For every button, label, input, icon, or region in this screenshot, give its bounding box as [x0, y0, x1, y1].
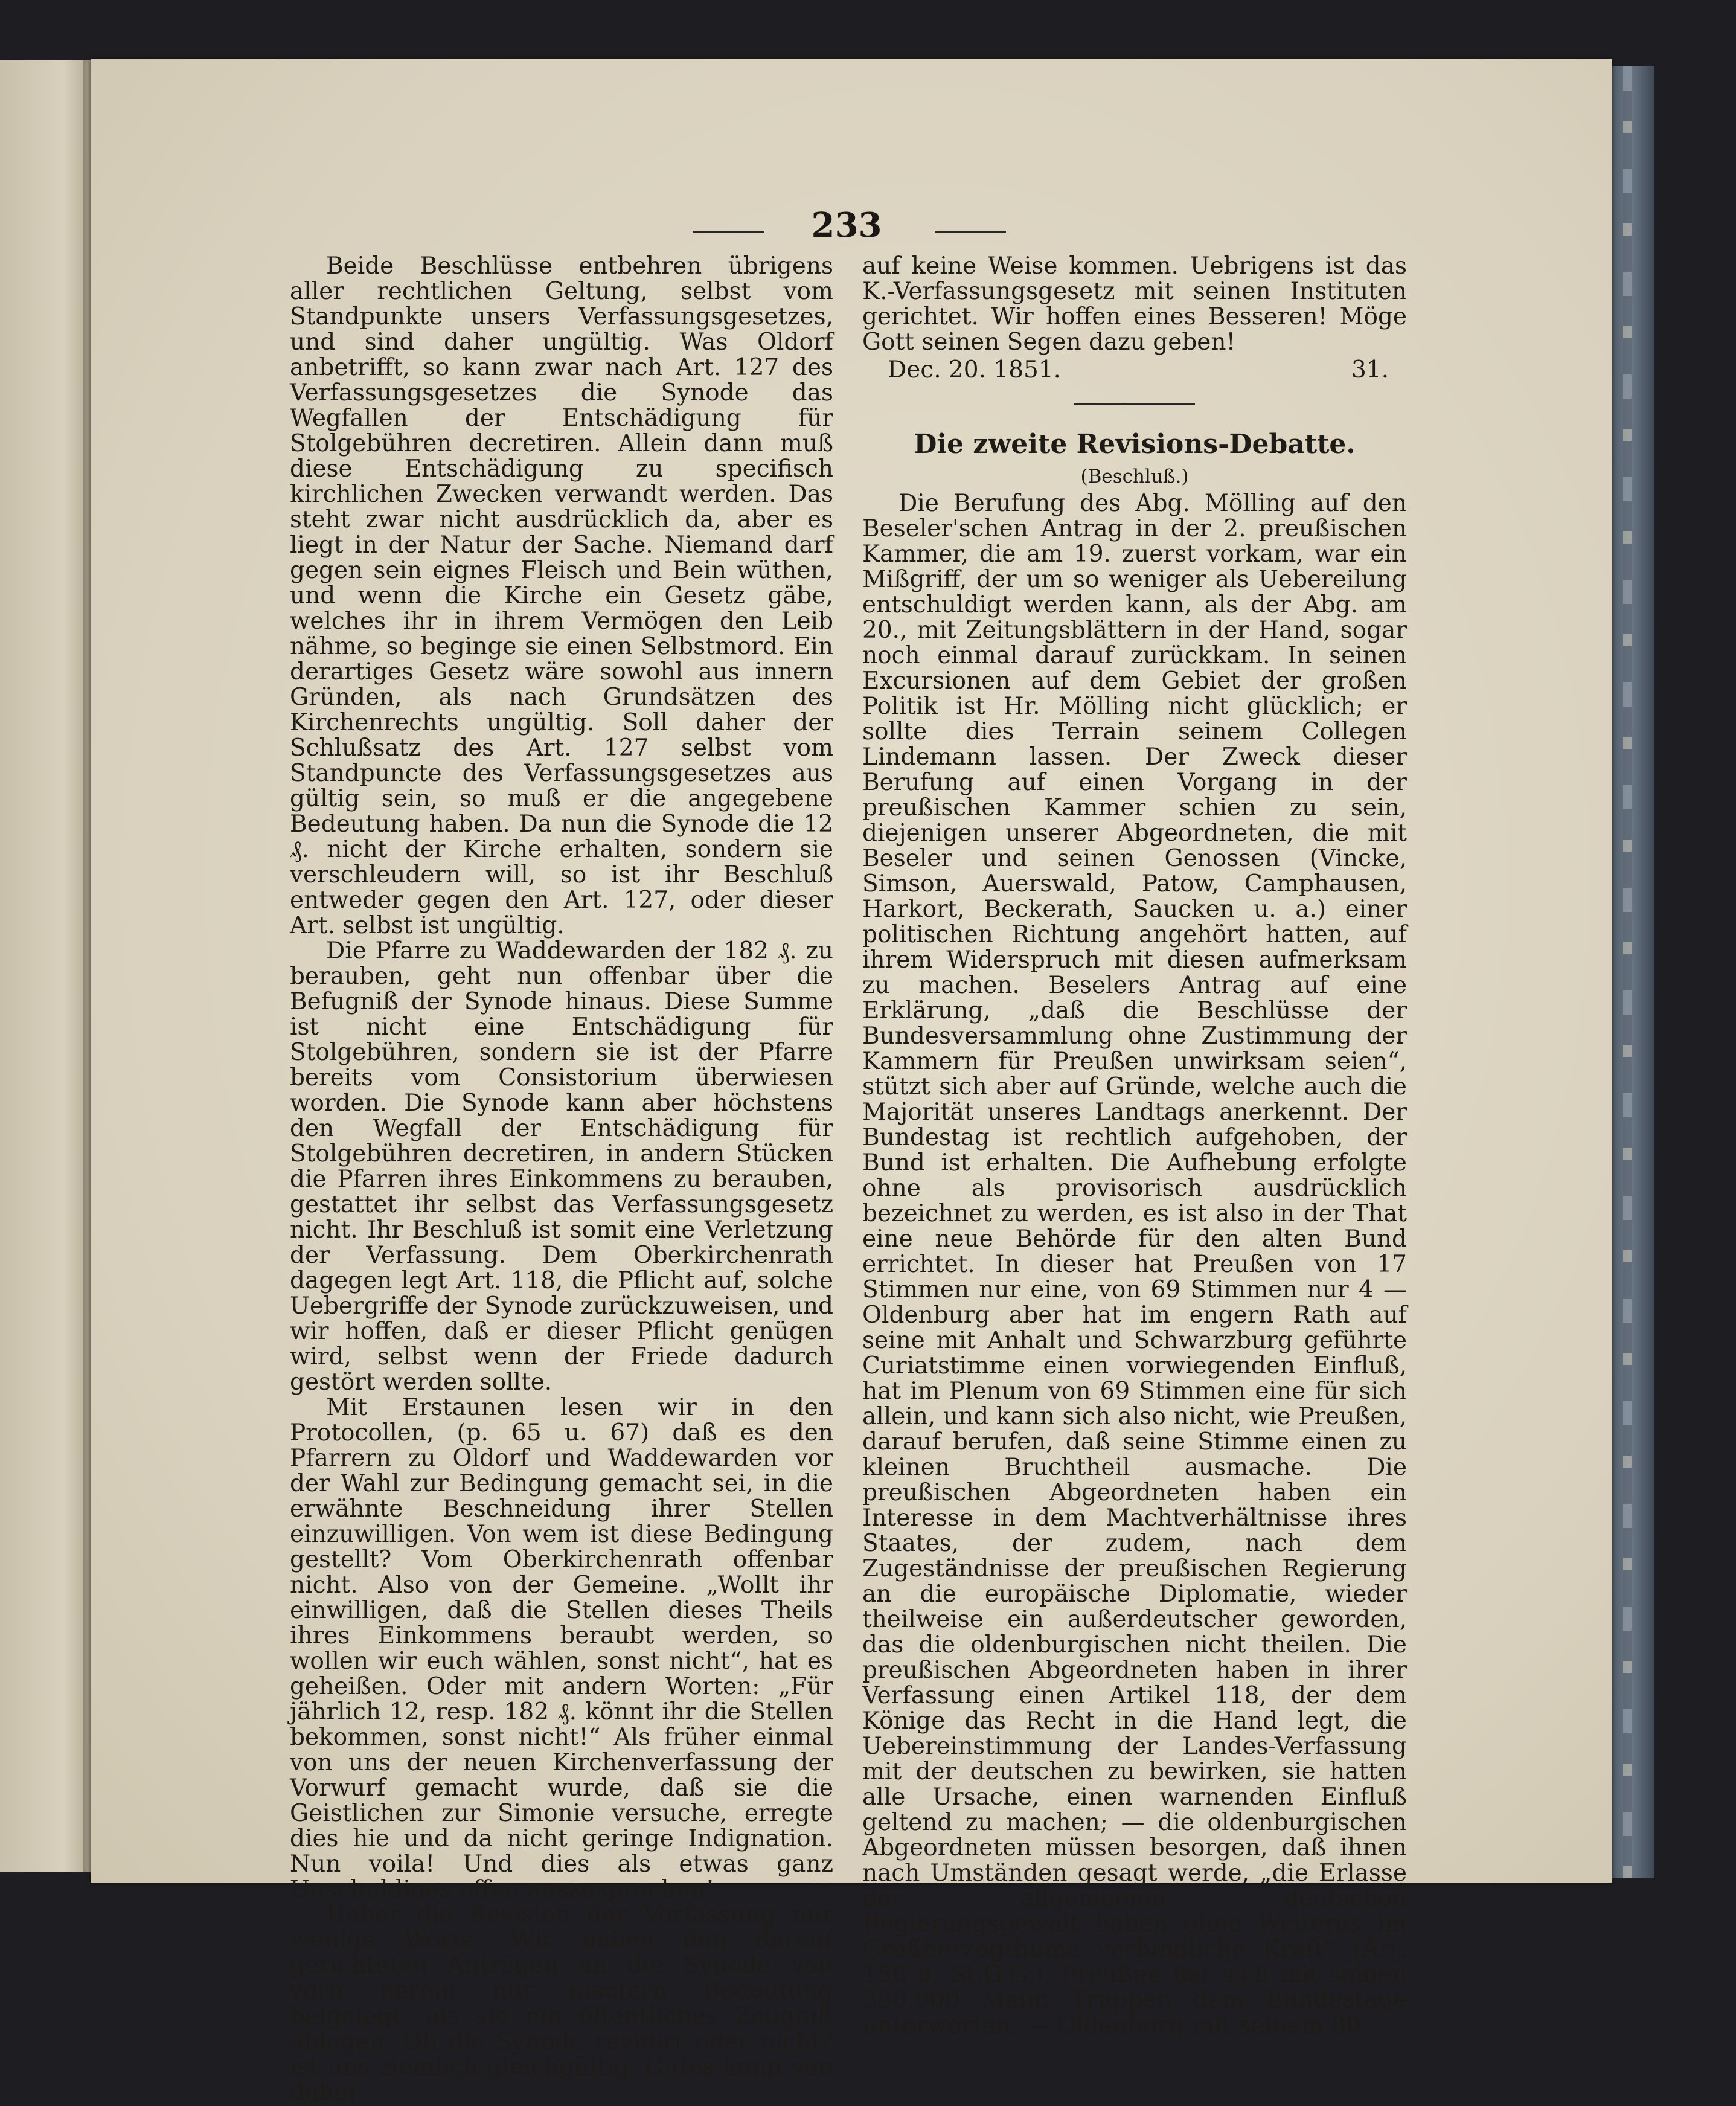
left-paragraph-4: Ueber die Revision der Verfassung nur wenige Worte. Wir haben den darauf gerichteten Anträgen an die Synode von vorn herein nur insofern Bedeutung beigelegt. als sie ein öffentliches Zeugniß ablegen. Ob die Synode revidirt oder nicht? ist uns ziemlich gleichgültig. Gutes kann von daher	[290, 1901, 833, 2106]
right-paragraph-1: Die Berufung des Abg. Mölling auf den Beseler'schen Antrag in der 2. preußischen Kammer, die am 19. zuerst vorkam, war ein Mißgriff, der um so weniger als Uebereilung entschuldigt werden kann, als der Abg. am 20., mit Zeitungsblättern in der Hand, sogar noch einmal darauf zurückkam. In seinen Excursionen auf dem Gebiet der großen Politik ist Hr. Mölling nicht glücklich; er sollte dies Terrain seinem Collegen Lindemann lassen. Der Zweck dieser Berufung auf einen Vorgang in der preußischen Kammer schien zu sein, diejenigen unserer Abgeordneten, die mit Beseler und seinen Genossen (Vincke, Simson, Auerswald, Patow, Camphausen, Harkort, Beckerath, Saucken u. a.) einer politischen Richtung angehört hatten, auf ihrem Widerspruch mit diesen aufmerksam zu machen. Beselers Antrag auf eine Erklärung, „daß die Beschlüsse der Bundesversammlung ohne Zustimmung der Kammern für Preußen unwirksam seien“, stützt sich aber auf Gründe, welche auch die Majorität unseres Landtags anerkennt. Der Bundestag ist rechtlich aufgehoben, der Bund ist erhalten. Die Aufhebung erfolgte ohne als provisorisch ausdrücklich bezeichnet zu werden, es ist also in der That eine neue Behörde für den alten Bund errichtet. In dieser hat Preußen von 17 Stimmen nur eine, von 69 Stimmen nur 4 — Oldenburg aber hat im engern Rath auf seine mit Anhalt und Schwarzburg geführte Curiatstimme einen vorwiegenden Einfluß, hat im Plenum von 69 Stimmen eine für sich allein, und kann sich also nicht, wie Preußen, darauf berufen, daß seine Stimme einen zu kleinen Bruchtheil ausmache. Die preußischen Abgeordneten haben ein Interesse in dem Machtverhältnisse ihres Staates, der zudem, nach dem Zugeständnisse der preußischen Regierung an die europäische Diplomatie, wieder theilweise ein außerdeutscher geworden, das die oldenburgischen nicht theilen. Die preußischen Abgeordneten haben in ihrer Verfassung einen Artikel 118, der dem Könige das Recht in die Hand legt, die Uebereinstimmung der Landes-Verfassung mit der deutschen zu bewirken, sie hatten alle Ursache, einen warnenden Einfluß geltend zu machen; — die oldenburgischen Abgeordneten müssen besorgen, daß ihnen nach Umständen gesagt werde, „die Erlasse der allgemeinen deutschen Regierungsgewalt haben ohne Weiteres im Großherzogthume verbindliche Kraft“ (Art. 156 d. St.G.G.). Preußen hat sich mit seinen 330,000 Mann Truppen dem Bundestage unterworfen, — Oldenburg mit seinem 80.	[862, 490, 1407, 2039]
page-number-rule-right	[935, 231, 1006, 233]
left-paragraph-3: Mit Erstaunen lesen wir in den Protocollen, (p. 65 u. 67) daß es den Pfarrern zu Oldorf und Waddewarden vor der Wahl zur Bedingung gemacht sei, in die erwähnte Beschneidung ihrer Stellen einzuwilligen. Von wem ist diese Bedingung gestellt? Vom Oberkirchenrath offenbar nicht. Also von der Gemeine. „Wollt ihr einwilligen, daß die Stellen dieses Theils ihres Einkommens beraubt werden, so wollen wir euch wählen, sonst nicht“, hat es geheißen. Oder mit andern Worten: „Für jährlich 12, resp. 182 ₰. könnt ihr die Stellen bekommen, sonst nicht!“ Als früher einmal von uns der neuen Kirchenverfassung der Vorwurf gemacht wurde, daß sie die Geistlichen zur Simonie versuche, erregte dies hie und da nicht geringe Indignation. Nun voila! Und dies als etwas ganz Unschuldiges offen auszusprechen!	[290, 1394, 833, 1903]
article-date: Dec. 20. 1851.	[888, 356, 1062, 384]
left-paragraph-2: Die Pfarre zu Waddewarden der 182 ₰. zu berauben, geht nun offenbar über die Befugniß der Synode hinaus. Diese Summe ist nicht eine Entschädigung für Stolgebühren, sondern sie ist der Pfarre bereits vom Consistorium überwiesen worden. Die Synode kann aber höchstens den Wegfall der Entschädigung für Stolgebühren decretiren, in andern Stücken die Pfarren ihres Einkommens zu berauben, gestattet ihr selbst das Verfassungsgesetz nicht. Ihr Beschluß ist somit eine Verletzung der Verfassung. Dem Oberkirchenrath dagegen legt Art. 118, die Pflicht auf, solche Uebergriffe der Synode zurückzuweisen, und wir hoffen, daß er dieser Pflicht genügen wird, selbst wenn der Friede dadurch gestört werden sollte.	[290, 937, 833, 1396]
page-number: 233	[811, 205, 882, 245]
right-continuation-paragraph: auf keine Weise kommen. Uebrigens ist das K.-Verfassungsgesetz mit seinen Instituten gerichtet. Wir hoffen eines Besseren! Möge Gott seinen Segen dazu geben!	[862, 252, 1407, 356]
section-divider	[1074, 403, 1195, 405]
right-column	[862, 254, 1407, 2038]
left-column	[290, 254, 833, 2105]
article-subheading: (Beschluß.)	[1080, 466, 1189, 487]
book-binding-edge	[1612, 66, 1654, 1878]
left-paragraph-1: Beide Beschlüsse entbehren übrigens aller rechtlichen Geltung, selbst vom Standpunkte unsers Verfassungsgesetzes, und sind daher ungültig. Was Oldorf anbetrifft, so kann zwar nach Art. 127 des Verfassungsgesetzes die Synode das Wegfallen der Entschädigung für Stolgebühren decretiren. Allein dann muß diese Entschädigung zu specifisch kirchlichen Zwecken verwandt werden. Das steht zwar nicht ausdrücklich da, aber es liegt in der Natur der Sache. Niemand darf gegen sein eignes Fleisch und Bein wüthen, und wenn die Kirche ein Gesetz gäbe, welches ihr in ihrem Vermögen den Leib nähme, so beginge sie einen Selbstmord. Ein derartiges Gesetz wäre sowohl aus innern Gründen, als nach Grundsätzen des Kirchenrechts ungültig. Soll daher der Schlußsatz des Art. 127 selbst vom Standpuncte des Verfassungsgesetzes aus gültig sein, so muß er die angegebene Bedeutung haben. Da nun die Synode die 12 ₰. nicht der Kirche erhalten, sondern sie verschleudern will, so ist ihr Beschluß entweder gegen den Art. 127, oder dieser Art. selbst ist ungültig.	[290, 252, 833, 939]
left-page-edge	[0, 60, 91, 1872]
dateline	[862, 358, 1407, 383]
article-signature: 31.	[1351, 356, 1389, 384]
article-heading: Die zweite Revisions-Debatte.	[914, 429, 1356, 460]
page-number-rule-left	[693, 231, 764, 233]
